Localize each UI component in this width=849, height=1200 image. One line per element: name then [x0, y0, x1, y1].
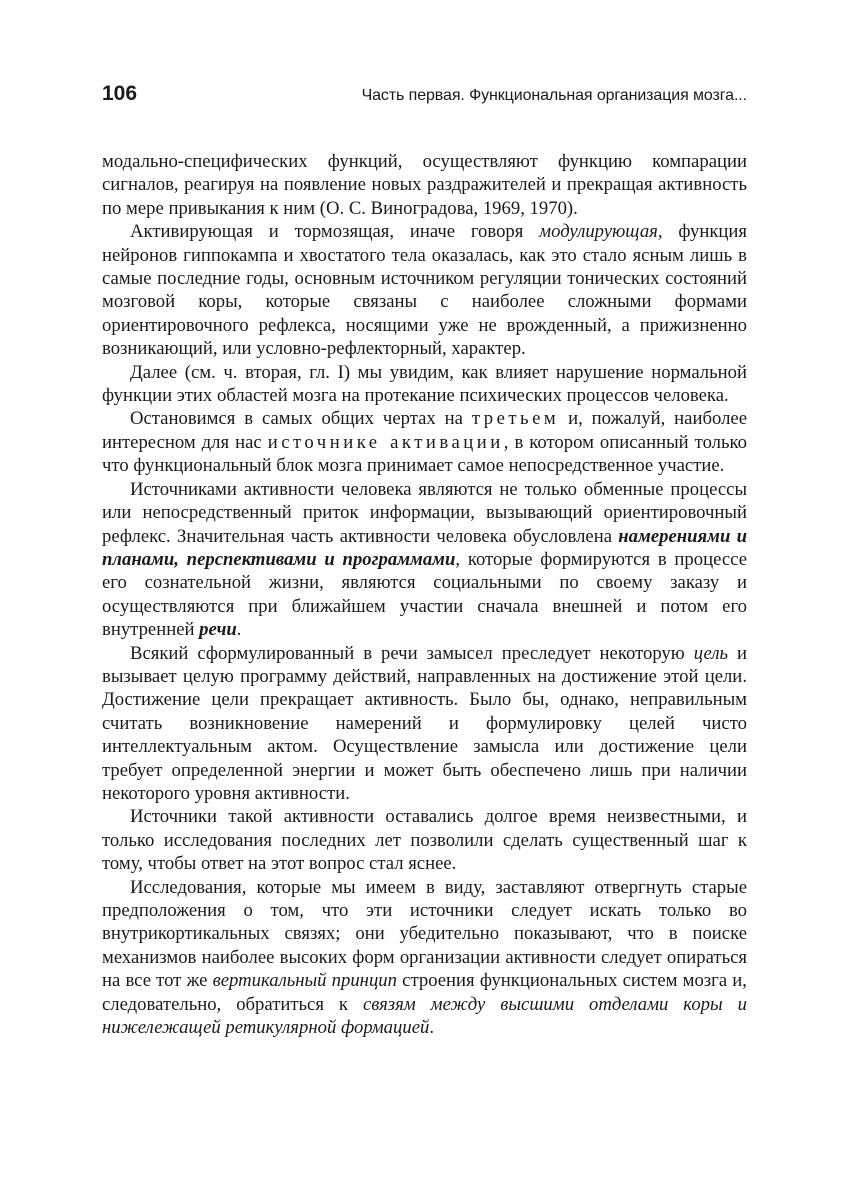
spaced-emphasis-activation-source: источнике активации	[267, 431, 504, 453]
section-title: Часть первая. Функциональная организация мозга...	[361, 87, 747, 104]
paragraph-8: Исследования, которые мы имеем в виду, заставляют отвергнуть старые предположения о том, что эти источники следует искать только во внутрикортикальных связях; они убедительно показывают, что в поиске механизмов наиболее высоких форм организации активности следует опираться на все тот же вертикальный принцип строения функциональных систем мозга и, следовательно, обратиться к связям между высшими отделами коры и нижележащей ретикулярной формацией.	[102, 876, 747, 1039]
running-head	[102, 82, 747, 122]
body-text	[102, 150, 747, 1039]
paragraph-5: Источниками активности человека являются не только обменные процессы или непосредственный приток информации, вызывающий ориентировочный рефлекс. Значительная часть активности человека обусловлена намерениями и планами, перспективами и программами, которые формируются в процессе его сознательной жизни, являются социальными по своему заказу и осуществляются при ближайшем участии сначала внешней и потом его внутренней речи.	[102, 478, 748, 641]
paragraph-7: Источники такой активности оставались долгое время неизвестными, и только исследования последних лет позволили сделать существенный шаг к тому, чтобы ответ на этот вопрос стал яснее.	[102, 806, 747, 875]
emphasis-cortex-reticular-links: связям между высшими отделами коры и нижележащей ретикулярной формацией	[102, 993, 747, 1039]
paragraph-3: Далее (см. ч. вторая, гл. I) мы увидим, как влияет нарушение нормальной функции этих областей мозга на протекание психических процессов человека.	[102, 361, 747, 407]
emphasis-vertical-principle: вертикальный принцип	[212, 970, 397, 992]
paragraph-4: Остановимся в самых общих чертах на третьем и, пожалуй, наиболее интересном для нас источнике активации, в котором описанный только что функциональный блок мозга принимает самое непосредственное участие.	[102, 408, 747, 477]
paragraph-2: Активирующая и тормозящая, иначе говоря модулирующая, функция нейронов гиппокампа и хвостатого тела оказалась, как это стало ясным лишь в самые последние годы, основным источником регуляции тонических состояний мозговой коры, которые связаны с наиболее сложными формами ориентировочного рефлекса, носящими уже не врожденный, а прижизненно возникающий, или условно-рефлекторный, характер.	[102, 221, 747, 360]
emphasis-goal: цель	[693, 642, 729, 664]
spaced-emphasis-third: третьем	[471, 408, 560, 430]
emphasis-modulating: модулирующая,	[539, 221, 663, 243]
book-page	[102, 82, 747, 1039]
bold-emphasis-speech: речи	[199, 619, 237, 641]
bold-emphasis-intentions: намерениями и планами, перспективами и программами	[102, 525, 748, 570]
paragraph-1: модально-специфических функций, осуществляют функцию компарации сигналов, реагируя на появление новых раздражителей и прекращая активность по мере привыкания к ним (О. С. Виноградова, 1969, 1970).	[102, 151, 747, 219]
paragraph-6: Всякий сформулированный в речи замысел преследует некоторую цель и вызывает целую программу действий, направленных на достижение этой цели. Достижение цели прекращает активность. Было бы, однако, неправильным считать возникновение намерений и формулировку целей чисто интеллектуальным актом. Осуществление замысла или достижение цели требует определенной энергии и может быть обеспечено лишь при наличии некоторого уровня активности.	[102, 642, 747, 804]
page-number: 106	[102, 82, 138, 105]
